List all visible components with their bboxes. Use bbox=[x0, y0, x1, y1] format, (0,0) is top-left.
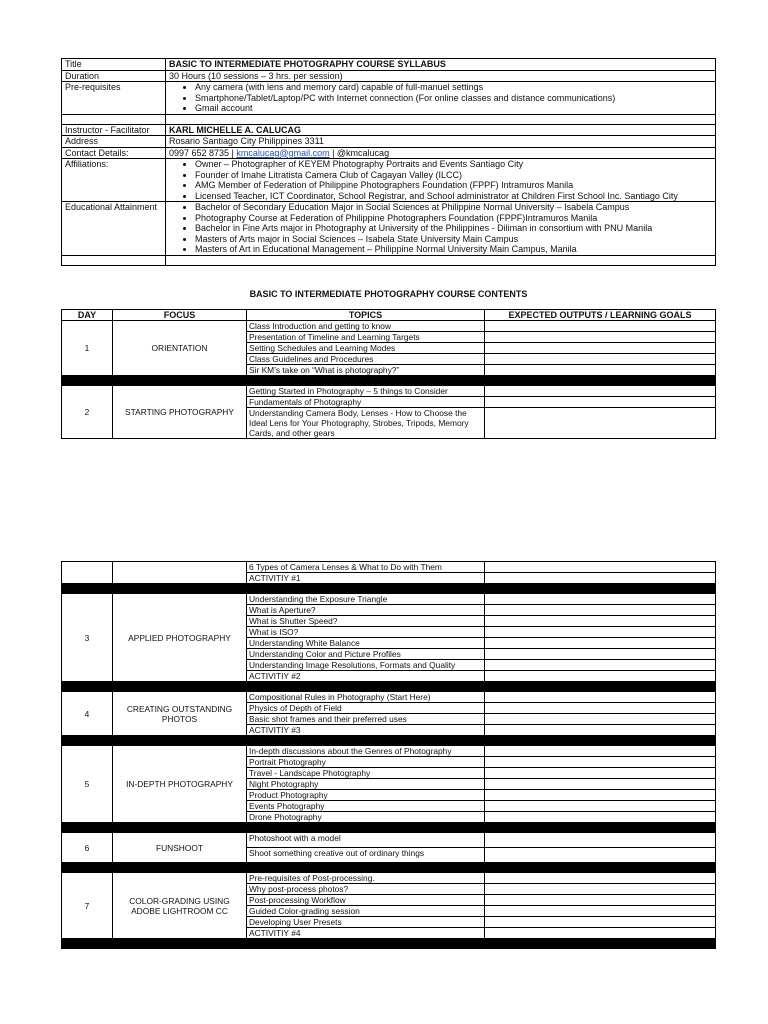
affiliations-row bbox=[62, 159, 716, 202]
day-separator bbox=[62, 376, 716, 386]
topic-cell: In-depth discussions about the Genres of Photography bbox=[247, 746, 485, 757]
instructor-name: KARL MICHELLE A. CALUCAG bbox=[169, 124, 301, 135]
topic-cell: ACTIVITIY #2 bbox=[247, 671, 485, 682]
topic-cell: Portrait Photography bbox=[247, 757, 485, 768]
separator-bar bbox=[62, 823, 716, 833]
day-separator bbox=[62, 584, 716, 594]
education-item: • Bachelor in Fine Arts major in Photography at University of the Philippines - Diliman in consortium with PNU Manila bbox=[195, 223, 712, 234]
goal-cell bbox=[485, 801, 716, 812]
goal-cell bbox=[485, 746, 716, 757]
goal-cell bbox=[485, 833, 716, 848]
table-row bbox=[62, 873, 716, 884]
topic-cell: Events Photography bbox=[247, 801, 485, 812]
title-value bbox=[166, 59, 716, 71]
table-row bbox=[62, 321, 716, 332]
affiliations-list bbox=[169, 159, 712, 201]
address-row bbox=[62, 136, 716, 148]
affiliation-item: • Licensed Teacher, ICT Coordinator, School Registrar, and School administrator at Children First School Inc. Santiago City bbox=[195, 191, 712, 202]
topic-cell: Shoot something creative out of ordinary things bbox=[247, 848, 485, 863]
duration-value: 30 Hours (10 sessions – 3 hrs. per session) bbox=[166, 70, 716, 82]
education-item: • Masters of Arts major in Social Sciences – Isabela State University Main Campus bbox=[195, 234, 712, 245]
header-topics: TOPICS bbox=[247, 310, 485, 321]
goal-cell bbox=[485, 397, 716, 408]
day-number: 1 bbox=[62, 321, 113, 376]
spacer-cell bbox=[166, 255, 716, 265]
contact-label: Contact Details: bbox=[62, 147, 166, 159]
topic-cell: Travel - Landscape Photography bbox=[247, 768, 485, 779]
prereq-item: • Smartphone/Tablet/Laptop/PC with Internet connection (For online classes and distance communications) bbox=[195, 93, 712, 104]
topic-cell: Compositional Rules in Photography (Start Here) bbox=[247, 692, 485, 703]
syllabus-title: BASIC TO INTERMEDIATE PHOTOGRAPHY COURSE SYLLABUS bbox=[169, 59, 446, 69]
contact-phone: 0997 652 8735 | bbox=[169, 147, 237, 158]
goal-cell bbox=[485, 649, 716, 660]
prereq-item: • Any camera (with lens and memory card) capable of full-manuel settings bbox=[195, 82, 712, 93]
duration-label: Duration bbox=[62, 70, 166, 82]
header-focus: FOCUS bbox=[113, 310, 247, 321]
topic-cell: What is Shutter Speed? bbox=[247, 616, 485, 627]
goal-cell bbox=[485, 660, 716, 671]
goal-cell bbox=[485, 408, 716, 439]
contents-heading: BASIC TO INTERMEDIATE PHOTOGRAPHY COURSE CONTENTS bbox=[249, 289, 528, 299]
address-label: Address bbox=[62, 136, 166, 148]
affiliation-item: • Founder of Imahe Litratista Camera Club of Cagayan Valley (ILCC) bbox=[195, 170, 712, 181]
separator-bar bbox=[62, 376, 716, 386]
goal-cell bbox=[485, 873, 716, 884]
separator-bar bbox=[62, 736, 716, 746]
spacer-cell bbox=[62, 114, 166, 124]
header-goals: EXPECTED OUTPUTS / LEARNING GOALS bbox=[485, 310, 716, 321]
separator-bar bbox=[62, 584, 716, 594]
contact-email-link[interactable]: kmcalucag@gmail.com bbox=[236, 147, 330, 158]
title-label: Title bbox=[62, 59, 166, 71]
education-item: • Masters of Art in Educational Management – Philippine Normal University Main Campus, Manila bbox=[195, 244, 712, 255]
title-row bbox=[62, 59, 716, 71]
goal-cell bbox=[485, 386, 716, 397]
spacer-cell bbox=[62, 255, 166, 265]
day-number: 5 bbox=[62, 746, 113, 823]
table-row bbox=[62, 692, 716, 703]
goal-cell bbox=[485, 848, 716, 863]
day-number: 6 bbox=[62, 833, 113, 863]
address-value: Rosario Santiago City Philippines 3311 bbox=[166, 136, 716, 148]
topic-cell: Guided Color-grading session bbox=[247, 906, 485, 917]
day-focus: STARTING PHOTOGRAPHY bbox=[113, 386, 247, 439]
goal-cell bbox=[485, 884, 716, 895]
topic-cell: ACTIVITIY #3 bbox=[247, 725, 485, 736]
day-number: 2 bbox=[62, 386, 113, 439]
affiliation-item: • AMG Member of Federation of Philippine Photographers Foundation (FPPF) Intramuros Manila bbox=[195, 180, 712, 191]
affiliations-label: Affiliations: bbox=[62, 159, 166, 202]
table-row bbox=[62, 833, 716, 848]
syllabus-info-table bbox=[61, 58, 716, 266]
goal-cell bbox=[485, 790, 716, 801]
course-contents-table bbox=[61, 309, 716, 439]
table-row bbox=[62, 594, 716, 605]
day-focus: ORIENTATION bbox=[113, 321, 247, 376]
goal-cell bbox=[485, 895, 716, 906]
spacer-cell bbox=[166, 114, 716, 124]
topic-cell: 6 Types of Camera Lenses & What to Do with Them bbox=[247, 562, 485, 573]
topic-cell: Sir KM’s take on “What is photography?” bbox=[247, 365, 485, 376]
goal-cell bbox=[485, 703, 716, 714]
day-separator bbox=[62, 682, 716, 692]
day-separator bbox=[62, 863, 716, 873]
topic-cell: Setting Schedules and Learning Modes bbox=[247, 343, 485, 354]
goal-cell bbox=[485, 627, 716, 638]
goal-cell bbox=[485, 692, 716, 703]
topic-cell: ACTIVITIY #4 bbox=[247, 928, 485, 939]
day-focus-empty bbox=[113, 562, 247, 584]
duration-row bbox=[62, 70, 716, 82]
topic-cell: Product Photography bbox=[247, 790, 485, 801]
topic-cell: Getting Started in Photography – 5 things to Consider bbox=[247, 386, 485, 397]
day-number: 7 bbox=[62, 873, 113, 939]
day-separator bbox=[62, 736, 716, 746]
goal-cell bbox=[485, 812, 716, 823]
instructor-row bbox=[62, 124, 716, 136]
goal-cell bbox=[485, 605, 716, 616]
day-separator bbox=[62, 939, 716, 949]
goal-cell bbox=[485, 562, 716, 573]
separator-bar bbox=[62, 682, 716, 692]
topic-cell: What is ISO? bbox=[247, 627, 485, 638]
goal-cell bbox=[485, 321, 716, 332]
goal-cell bbox=[485, 616, 716, 627]
day-focus: IN-DEPTH PHOTOGRAPHY bbox=[113, 746, 247, 823]
contact-handle: | @kmcalucag bbox=[329, 147, 390, 158]
goal-cell bbox=[485, 332, 716, 343]
topic-cell: Photoshoot with a model bbox=[247, 833, 485, 848]
topic-cell: Post-processing Workflow bbox=[247, 895, 485, 906]
topic-cell: Physics of Depth of Field bbox=[247, 703, 485, 714]
prereq-label: Pre-requisites bbox=[62, 82, 166, 115]
prereq-list-cell bbox=[166, 82, 716, 115]
contact-row bbox=[62, 147, 716, 159]
goal-cell bbox=[485, 343, 716, 354]
topic-cell: Drone Photography bbox=[247, 812, 485, 823]
education-list bbox=[169, 202, 712, 255]
table-row bbox=[62, 386, 716, 397]
goal-cell bbox=[485, 671, 716, 682]
topic-cell: Understanding Image Resolutions, Formats and Quality bbox=[247, 660, 485, 671]
prereq-list bbox=[169, 82, 712, 114]
topic-cell: Understanding Camera Body, Lenses - How to Choose the Ideal Lens for Your Photography, Strobes, Tripods, Memory Cards, and other gears bbox=[247, 408, 485, 439]
education-cell bbox=[166, 202, 716, 256]
topic-cell: Basic shot frames and their preferred uses bbox=[247, 714, 485, 725]
topic-cell: What is Aperture? bbox=[247, 605, 485, 616]
goal-cell bbox=[485, 365, 716, 376]
day-focus: COLOR-GRADING USING ADOBE LIGHTROOM CC bbox=[113, 873, 247, 939]
topic-cell: Developing User Presets bbox=[247, 917, 485, 928]
topic-cell: Understanding White Balance bbox=[247, 638, 485, 649]
topic-cell: Understanding Color and Picture Profiles bbox=[247, 649, 485, 660]
day-separator bbox=[62, 823, 716, 833]
prereq-row bbox=[62, 82, 716, 115]
topic-cell: Pre-requisites of Post-processing. bbox=[247, 873, 485, 884]
topic-cell: Understanding the Exposure Triangle bbox=[247, 594, 485, 605]
goal-cell bbox=[485, 906, 716, 917]
table-row bbox=[62, 562, 716, 573]
contents-header-row bbox=[62, 310, 716, 321]
topic-cell: Why post-process photos? bbox=[247, 884, 485, 895]
goal-cell bbox=[485, 917, 716, 928]
education-item: • Photography Course at Federation of Philippine Photographers Foundation (FPPF)Intramuros Manila bbox=[195, 213, 712, 224]
topic-cell: Class Guidelines and Procedures bbox=[247, 354, 485, 365]
goal-cell bbox=[485, 638, 716, 649]
topic-cell: ACTIVITIY #1 bbox=[247, 573, 485, 584]
goal-cell bbox=[485, 768, 716, 779]
affiliations-cell bbox=[166, 159, 716, 202]
goal-cell bbox=[485, 928, 716, 939]
education-label: Educational Attainment bbox=[62, 202, 166, 256]
instructor-label: Instructor - Facilitator bbox=[62, 124, 166, 136]
table-row bbox=[62, 746, 716, 757]
education-row bbox=[62, 202, 716, 256]
separator-bar bbox=[62, 863, 716, 873]
day-focus: CREATING OUTSTANDING PHOTOS bbox=[113, 692, 247, 736]
header-day: DAY bbox=[62, 310, 113, 321]
goal-cell bbox=[485, 714, 716, 725]
spacer-row bbox=[62, 114, 716, 124]
separator-bar bbox=[62, 939, 716, 949]
day-number-empty bbox=[62, 562, 113, 584]
day-number: 4 bbox=[62, 692, 113, 736]
goal-cell bbox=[485, 573, 716, 584]
goal-cell bbox=[485, 779, 716, 790]
goal-cell bbox=[485, 594, 716, 605]
spacer-row bbox=[62, 255, 716, 265]
day-number: 3 bbox=[62, 594, 113, 682]
education-item: • Bachelor of Secondary Education Major in Social Sciences at Philippine Normal University – Isabela Campus bbox=[195, 202, 712, 213]
day-focus: FUNSHOOT bbox=[113, 833, 247, 863]
topic-cell: Night Photography bbox=[247, 779, 485, 790]
prereq-item: • Gmail account bbox=[195, 103, 712, 114]
day-focus: APPLIED PHOTOGRAPHY bbox=[113, 594, 247, 682]
goal-cell bbox=[485, 757, 716, 768]
topic-cell: Presentation of Timeline and Learning Targets bbox=[247, 332, 485, 343]
goal-cell bbox=[485, 354, 716, 365]
affiliation-item: • Owner – Photographer of KEYEM Photography Portraits and Events Santiago City bbox=[195, 159, 712, 170]
goal-cell bbox=[485, 725, 716, 736]
contact-value bbox=[166, 147, 716, 159]
topic-cell: Fundamentals of Photography bbox=[247, 397, 485, 408]
course-contents-table-continued bbox=[61, 561, 716, 949]
instructor-value bbox=[166, 124, 716, 136]
topic-cell: Class Introduction and getting to know bbox=[247, 321, 485, 332]
